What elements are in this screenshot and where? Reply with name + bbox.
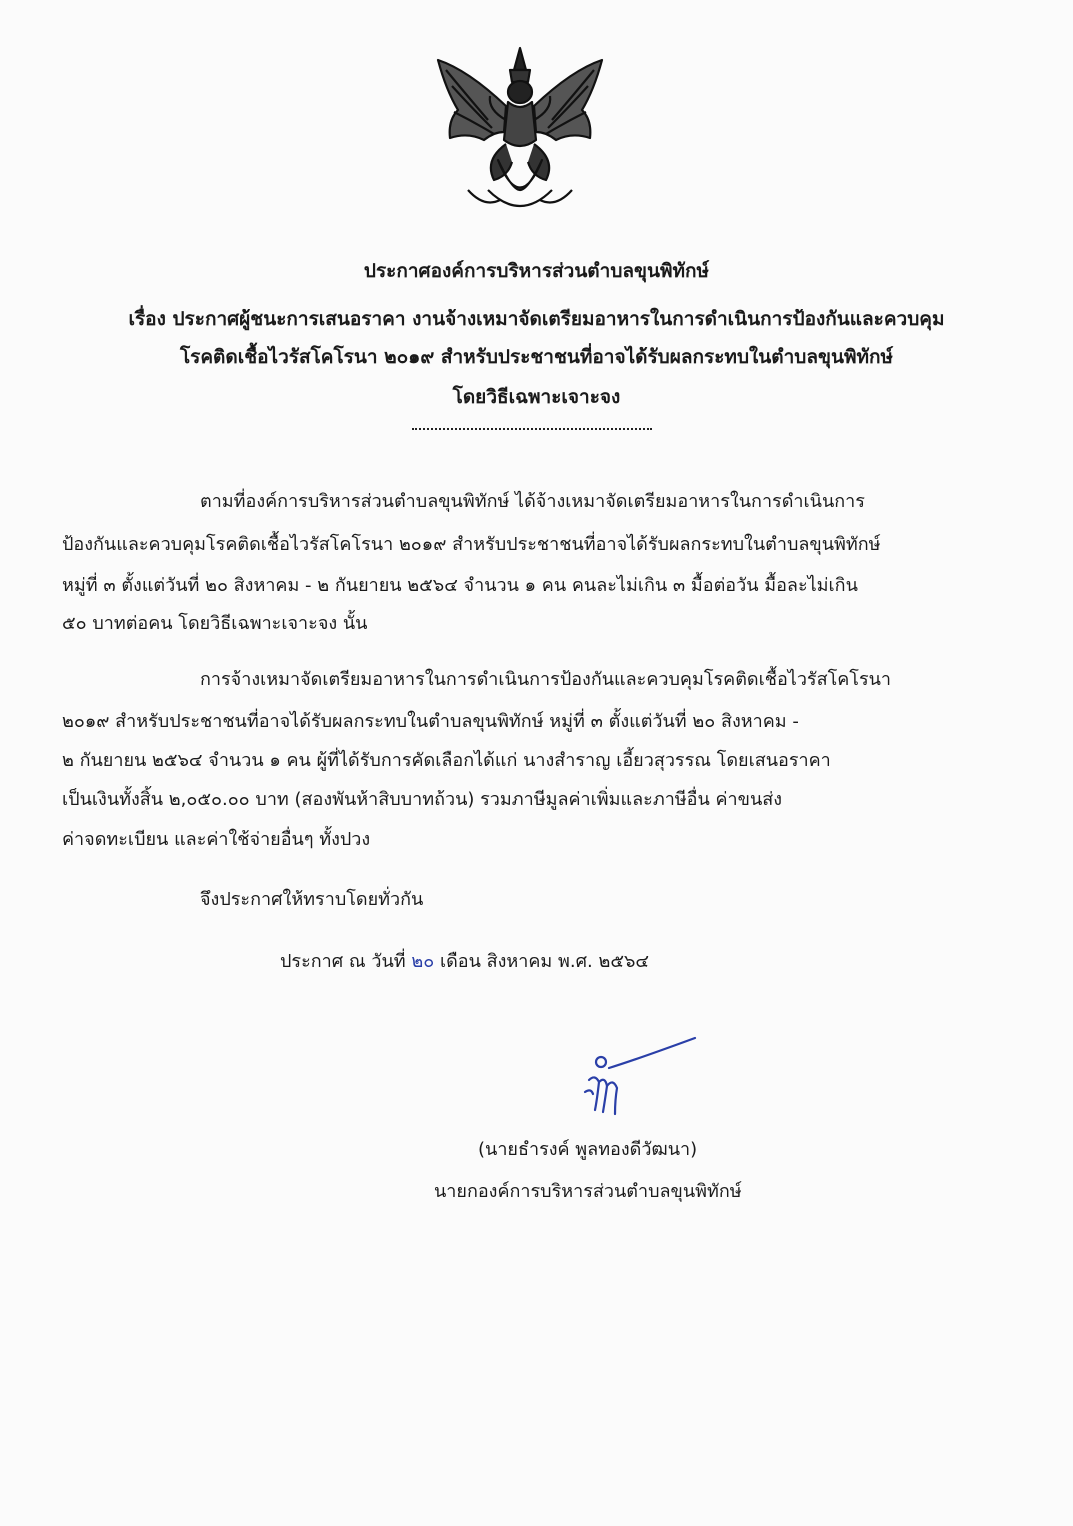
para2-line3: ๒ กันยายน ๒๕๖๔ จำนวน ๑ คน ผู้ที่ได้รับการคัดเลือกได้แก่ นางสำราญ เอี้ยวสุวรรณ โดยเสนอราคา [62,750,831,771]
closing-text: จึงประกาศให้ทราบโดยทั่วกัน [200,889,424,910]
signer-name: (นายธำรงค์ พูลทองดีวัฒนา) [478,1139,698,1160]
signer-title: นายกองค์การบริหารส่วนตำบลขุนพิทักษ์ [434,1181,742,1202]
garuda-emblem-icon [428,40,613,225]
para1-line1: ตามที่องค์การบริหารส่วนตำบลขุนพิทักษ์ ได้จ้างเหมาจัดเตรียมอาหารในการดำเนินการ [200,491,865,512]
dotted-divider [412,428,652,430]
date-day-handwritten: ๒๐ [411,951,435,972]
para2-line2: ๒๐๑๙ สำหรับประชาชนที่อาจได้รับผลกระทบในตำบลขุนพิทักษ์ หมู่ที่ ๓ ตั้งแต่วันที่ ๒๐ สิงหาคม - [62,711,799,732]
para1-line4: ๕๐ บาทต่อคน โดยวิธีเฉพาะเจาะจง นั้น [62,613,368,634]
date-prefix: ประกาศ ณ วันที่ [280,951,406,972]
para2-line1: การจ้างเหมาจัดเตรียมอาหารในการดำเนินการป้องกันและควบคุมโรคติดเชื้อไวรัสโคโรนา [200,669,892,690]
header-method: โดยวิธีเฉพาะเจาะจง [452,386,621,408]
header-subject: เรื่อง ประกาศผู้ชนะการเสนอราคา งานจ้างเหมาจัดเตรียมอาหารในการดำเนินการป้องกันและควบคุม [128,308,945,330]
signature-icon [575,1030,715,1130]
date-line [280,946,649,975]
header-subject-cont: โรคติดเชื้อไวรัสโคโรนา ๒๐๑๙ สำหรับประชาชนที่อาจได้รับผลกระทบในตำบลขุนพิทักษ์ [179,346,894,368]
date-suffix: เดือน สิงหาคม พ.ศ. ๒๕๖๔ [439,951,650,972]
para2-line5: ค่าจดทะเบียน และค่าใช้จ่ายอื่นๆ ทั้งปวง [62,829,371,850]
para1-line3: หมู่ที่ ๓ ตั้งแต่วันที่ ๒๐ สิงหาคม - ๒ กันยายน ๒๕๖๔ จำนวน ๑ คน คนละไม่เกิน ๓ มื้อต่อวัน มื้อละไม่เกิน [62,575,858,596]
para1-line2: ป้องกันและควบคุมโรคติดเชื้อไวรัสโคโรนา ๒๐๑๙ สำหรับประชาชนที่อาจได้รับผลกระทบในตำบลขุนพิทักษ์ [62,534,881,555]
header-title: ประกาศองค์การบริหารส่วนตำบลขุนพิทักษ์ [363,260,710,282]
para2-line4: เป็นเงินทั้งสิ้น ๒,๐๕๐.๐๐ บาท (สองพันห้าสิบบาทถ้วน) รวมภาษีมูลค่าเพิ่มและภาษีอื่น ค่าขนส่ง [62,789,783,810]
